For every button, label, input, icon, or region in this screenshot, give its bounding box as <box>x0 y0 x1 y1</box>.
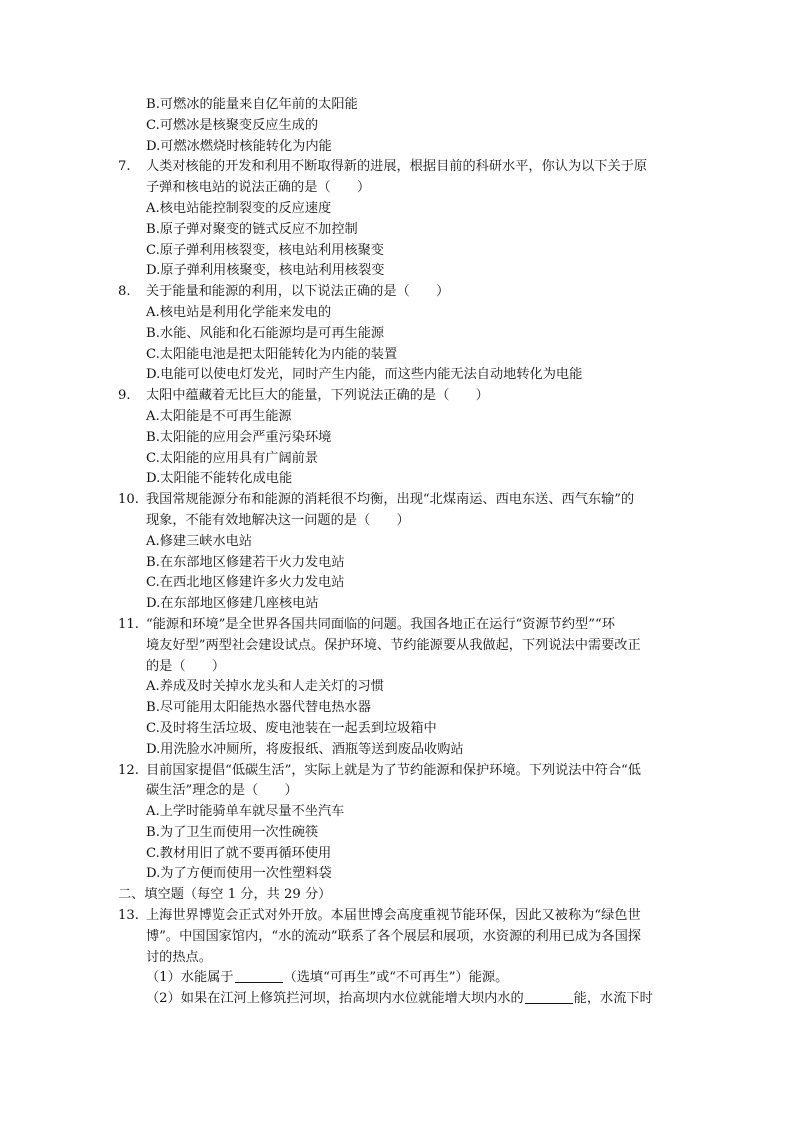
line-text: D.原子弹利用核聚变，核电站利用核裂变 <box>146 263 385 279</box>
document-page <box>0 95 794 1010</box>
answer-option <box>0 594 794 615</box>
line-text: C.在西北地区修建许多火力发电站 <box>146 575 345 591</box>
line-text: 子弹和核电站的说法正确的是（ ） <box>146 180 371 196</box>
line-text: 碳生活”理念的是（ ） <box>146 783 298 799</box>
answer-option <box>0 532 794 553</box>
answer-option <box>0 407 794 428</box>
text-before-blank: （1）水能属于 <box>146 970 234 986</box>
line-text: “能源和环境”是全世界各国共同面临的问题。我国各地正在运行“资源节约型”“环 <box>146 616 615 632</box>
question-line <box>0 386 794 407</box>
line-text: 太阳中蕴藏着无比巨大的能量，下列说法正确的是（ ） <box>146 388 489 404</box>
line-text: 目前国家提倡“低碳生活”，实际上就是为了节约能源和保护环境。下列说法中符合“低 <box>146 762 641 778</box>
line-text: D.可燃冰燃烧时核能转化为内能 <box>146 138 332 154</box>
answer-option <box>0 864 794 885</box>
answer-option <box>0 324 794 345</box>
answer-option <box>0 428 794 449</box>
answer-option <box>0 199 794 220</box>
question-continuation <box>0 178 794 199</box>
line-text: 关于能量和能源的利用，以下说法正确的是（ ） <box>146 284 450 300</box>
line-text: B.为了卫生而使用一次性碗筷 <box>146 824 319 840</box>
line-text: D.电能可以使电灯发光，同时产生内能，而这些内能无法自动地转化为电能 <box>146 367 583 383</box>
line-text: 人类对核能的开发和利用不断取得新的进展，根据目前的科研水平，你认为以下关于原 <box>146 159 648 175</box>
line-text: A.核电站是利用化学能来发电的 <box>146 304 332 320</box>
question-line <box>0 615 794 636</box>
question-continuation <box>0 948 794 969</box>
answer-option <box>0 573 794 594</box>
answer-option <box>0 365 794 386</box>
text-after-blank: 能，水流下时 <box>573 991 653 1007</box>
answer-option <box>0 553 794 574</box>
question-number: 13. <box>118 908 139 924</box>
line-text: D.用洗脸水冲厕所，将废报纸、酒瓶等送到废品收购站 <box>146 741 464 757</box>
answer-option <box>0 345 794 366</box>
question-continuation <box>0 511 794 532</box>
line-text: A.养成及时关掉水龙头和人走关灯的习惯 <box>146 679 384 695</box>
question-number: 12. <box>118 762 139 778</box>
question-line <box>0 906 794 927</box>
question-continuation <box>0 927 794 948</box>
text-before-blank: （2）如果在江河上修筑拦河坝，抬高坝内水位就能增大坝内水的 <box>146 991 524 1007</box>
line-text: 现象，不能有效地解决这一问题的是（ ） <box>146 512 410 528</box>
line-text: B.可燃冰的能量来自亿年前的太阳能 <box>146 97 358 112</box>
answer-option <box>0 137 794 158</box>
line-text: C.可燃冰是核聚变反应生成的 <box>146 117 319 133</box>
question-number: 8. <box>118 284 131 300</box>
question-continuation <box>0 781 794 802</box>
line-text: 的是（ ） <box>146 658 226 674</box>
question-number: 11. <box>118 616 139 632</box>
question-line <box>0 282 794 303</box>
line-text <box>146 989 653 1010</box>
answer-option <box>0 719 794 740</box>
sub-question-line <box>0 968 794 989</box>
line-text <box>146 968 508 989</box>
line-text: A.修建三峡水电站 <box>146 533 253 549</box>
line-text: 博”。中国国家馆内，“水的流动”联系了各个展层和展项，水资源的利用已成为各国探 <box>146 928 641 944</box>
answer-option <box>0 303 794 324</box>
line-text: A.上学时能骑单车就尽量不坐汽车 <box>146 804 345 820</box>
line-text: C.太阳能的应用具有广阔前景 <box>146 450 319 466</box>
line-text: C.原子弹利用核裂变，核电站利用核聚变 <box>146 242 384 258</box>
question-line <box>0 490 794 511</box>
answer-blank[interactable] <box>235 968 283 983</box>
section-heading <box>0 885 794 906</box>
line-text: C.太阳能电池是把太阳能转化为内能的装置 <box>146 346 398 362</box>
line-text: 境友好型”两型社会建设试点。保护环境、节约能源要从我做起，下列说法中需要改正 <box>146 637 641 653</box>
line-text: B.太阳能的应用会严重污染环境 <box>146 429 332 445</box>
question-line <box>0 157 794 178</box>
line-text: A.核电站能控制裂变的反应速度 <box>146 200 332 216</box>
sub-question-line <box>0 989 794 1010</box>
line-text: A.太阳能是不可再生能源 <box>146 408 292 424</box>
answer-option <box>0 116 794 137</box>
answer-option <box>0 449 794 470</box>
answer-option <box>0 844 794 865</box>
answer-option <box>0 802 794 823</box>
answer-blank[interactable] <box>525 989 573 1004</box>
question-line <box>0 761 794 782</box>
line-text: 二、填空题（每空 1 分，共 29 分） <box>118 887 332 903</box>
answer-option <box>0 740 794 761</box>
line-text: 我国常规能源分布和能源的消耗很不均衡，出现“北煤南运、西电东送、西气东输”的 <box>146 492 635 508</box>
question-continuation <box>0 657 794 678</box>
question-number: 9. <box>118 388 131 404</box>
question-number: 7. <box>118 159 131 175</box>
answer-option <box>0 698 794 719</box>
line-text: B.尽可能用太阳能热水器代替电热水器 <box>146 700 371 716</box>
line-text: C.及时将生活垃圾、废电池装在一起丢到垃圾箱中 <box>146 720 437 736</box>
line-text: B.水能、风能和化石能源均是可再生能源 <box>146 325 385 341</box>
answer-option <box>0 677 794 698</box>
answer-option <box>0 261 794 282</box>
question-number: 10. <box>118 492 139 508</box>
line-text: D.为了方便而使用一次性塑料袋 <box>146 866 332 882</box>
line-text: B.在东部地区修建若干火力发电站 <box>146 554 345 570</box>
text-after-blank: （选填“可再生”或“不可再生”）能源。 <box>283 970 509 986</box>
line-text: 讨的热点。 <box>146 949 212 965</box>
line-text: 上海世界博览会正式对外开放。本届世博会高度重视节能环保，因此又被称为“绿色世 <box>146 908 641 924</box>
line-text: B.原子弹对聚变的链式反应不加控制 <box>146 221 358 237</box>
answer-option <box>0 469 794 490</box>
answer-option <box>0 823 794 844</box>
line-text: C.教材用旧了就不要再循环使用 <box>146 845 332 861</box>
line-text: D.在东部地区修建几座核电站 <box>146 596 319 612</box>
line-text: D.太阳能不能转化成电能 <box>146 471 293 487</box>
question-continuation <box>0 636 794 657</box>
answer-option <box>0 95 794 116</box>
answer-option <box>0 220 794 241</box>
answer-option <box>0 241 794 262</box>
